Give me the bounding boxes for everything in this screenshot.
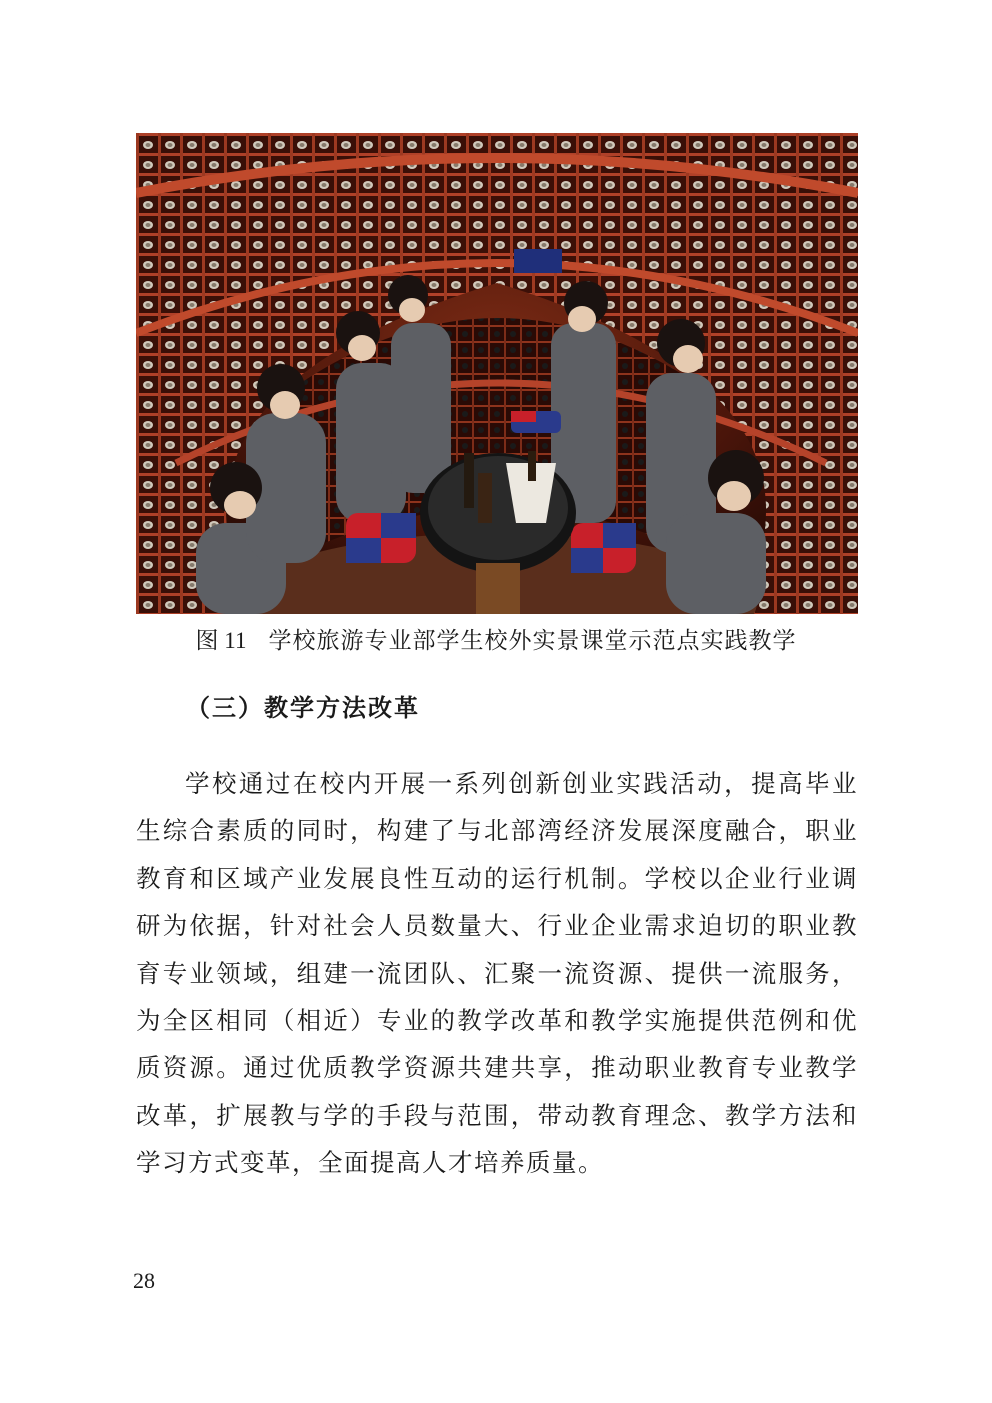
figure-caption — [0, 622, 992, 655]
wine-cellar-illustration — [136, 133, 858, 614]
section-heading: （三）教学方法改革 — [186, 693, 420, 722]
figure-photo — [136, 133, 858, 614]
body-paragraph: 学校通过在校内开展一系列创新创业实践活动，提高毕业生综合素质的同时，构建了与北部湾经济发展深度融合，职业教育和区域产业发展良性互动的运行机制。学校以企业行业调研为依据，针对社会人员数量大、行业企业需求迫切的职业教育专业领域，组建一流团队、汇聚一流资源、提供一流服务，为全区相同（相近）专业的教学改革和教学实施提供范例和优质资源。通过优质教学资源共建共享，推动职业教育专业教学改革，扩展教与学的手段与范围，带动教育理念、教学方法和学习方式变革，全面提高人才培养质量。 — [136, 769, 858, 1178]
page-number: 28 — [133, 1268, 155, 1293]
figure-caption-text: 学校旅游专业部学生校外实景课堂示范点实践教学 — [268, 628, 797, 654]
figure-number: 图 11 — [195, 628, 247, 653]
